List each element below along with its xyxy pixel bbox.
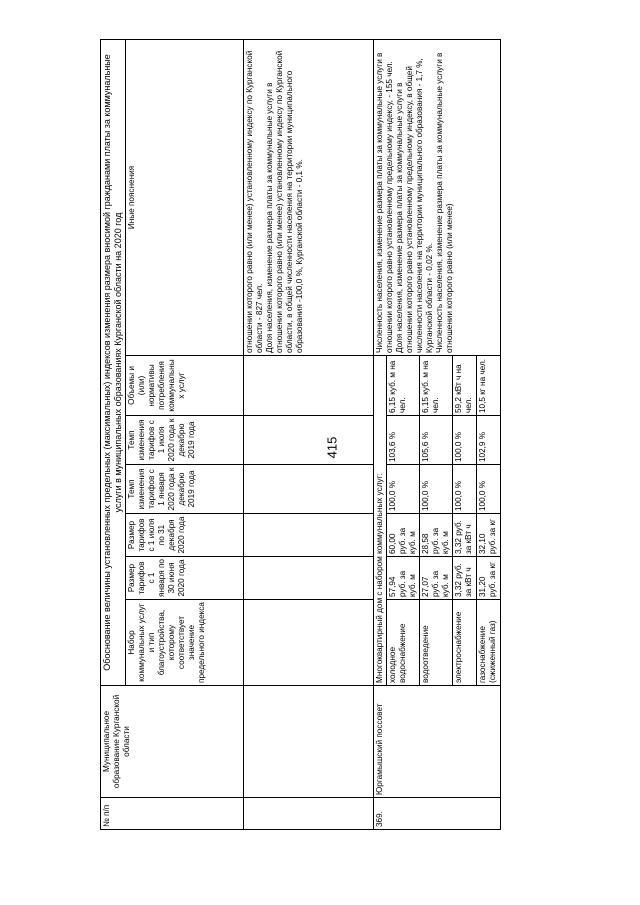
tariff-jul: 28,58 руб. за куб. м — [419, 514, 452, 557]
row-369-name: Юргамышский поссовет — [373, 686, 500, 798]
rate-jan: 100,0 % — [419, 465, 452, 514]
rate-jan: 100,0 % — [386, 465, 419, 514]
tariff-table — [100, 39, 501, 830]
volume: 10,5 кг на чел. — [476, 356, 500, 416]
service-name: холодное водоснабжение — [386, 600, 419, 686]
row-369-num: 369. — [373, 798, 500, 830]
service-name: газоснабжение (сжиженный газ) — [476, 600, 500, 686]
rate-jul: 105,6 % — [419, 416, 452, 465]
tariff-jul: 3,32 руб. за кВт ч — [452, 514, 476, 557]
tariff-jul: 60,00 руб. за куб. м — [386, 514, 419, 557]
header-rate-jan: Темп изменения тарифов с 1 января 2020 года к декабрю 2019 года — [125, 465, 243, 514]
header-services-set: Набор коммунальных услуг и тип благоустройства, которому соответствует значение предельного индекса — [125, 600, 243, 686]
page-number: 415 — [324, 436, 340, 459]
header-tariff-jan: Размер тарифов с 1 января по 30 июня 2020 года — [125, 557, 243, 600]
volume: 59,2 кВт ч на чел. — [452, 356, 476, 416]
rate-jul: 102,9 % — [476, 416, 500, 465]
volume: 6,15 куб. м на чел. — [386, 356, 419, 416]
continued-note: отношении которого равно (или менее) установленному индексу по Курганской области - 827 чел. Доля населения, изменение размера платы за коммунальные услуги в отношении которого равно (или менее) установленному индексу по Курганской области, в общей численности населения на территории муниципального образования -100,0 %, Курганской области - 0,1 %. — [243, 40, 373, 356]
tariff-jan: 57,94 руб. за куб. м — [386, 557, 419, 600]
continued-row — [243, 40, 373, 830]
header-other: Иные пояснения — [125, 40, 243, 356]
header-row-1 — [101, 40, 126, 830]
rate-jul: 100,0 % — [452, 416, 476, 465]
rate-jan: 100,0 % — [452, 465, 476, 514]
header-municipality: Муниципальное образование Курганской области — [101, 686, 244, 798]
tariff-jan: 3,32 руб. за кВт ч — [452, 557, 476, 600]
row-369-house: Многоквартирный дом с набором коммунальных услуг: — [373, 356, 386, 686]
header-tariff-jul: Размер тарифов с 1 июля по 31 декабря 2020 года — [125, 514, 243, 557]
row-369-note: Численность населения, изменение размера платы за коммунальные услуги в отношении которого равно установленному предельному индексу, - 155 чел. Доля населения, изменение размера платы за коммунальные услуги в отношении которого равно установленному предельному индексу, в общей численности населения на территории муниципального образования - 1,7 %, Курганской области - 0,02 %. Численность населения, изменение размера платы за коммунальные услуги в отношении которого равно (или менее) — [373, 40, 500, 356]
volume: 6,15 куб. м на чел. — [419, 356, 452, 416]
tariff-jan: 27,07 руб. за куб. м — [419, 557, 452, 600]
service-name: водоотведение — [419, 600, 452, 686]
row-369-main — [373, 40, 386, 830]
header-justification: Обоснование величины установленных предельных (максимальных) индексов изменения размера вносимой гражданами платы за коммунальные услуги в муниципальных образованиях Курганской области на 2020 год — [101, 40, 126, 686]
tariff-jan: 31,20 руб. за кг — [476, 557, 500, 600]
header-num: № п/п — [101, 798, 244, 830]
header-rate-jul: Темп изменения тарифов с 1 июля 2020 года к декабрю 2019 года — [125, 416, 243, 465]
header-volumes: Объемы и (или) нормативы потребления коммунальных услуг — [125, 356, 243, 416]
tariff-jul: 32,10 руб. за кг — [476, 514, 500, 557]
rotated-table-container — [100, 40, 630, 830]
rate-jan: 100,0 % — [476, 465, 500, 514]
service-name: электроснабжение — [452, 600, 476, 686]
rate-jul: 103,6 % — [386, 416, 419, 465]
